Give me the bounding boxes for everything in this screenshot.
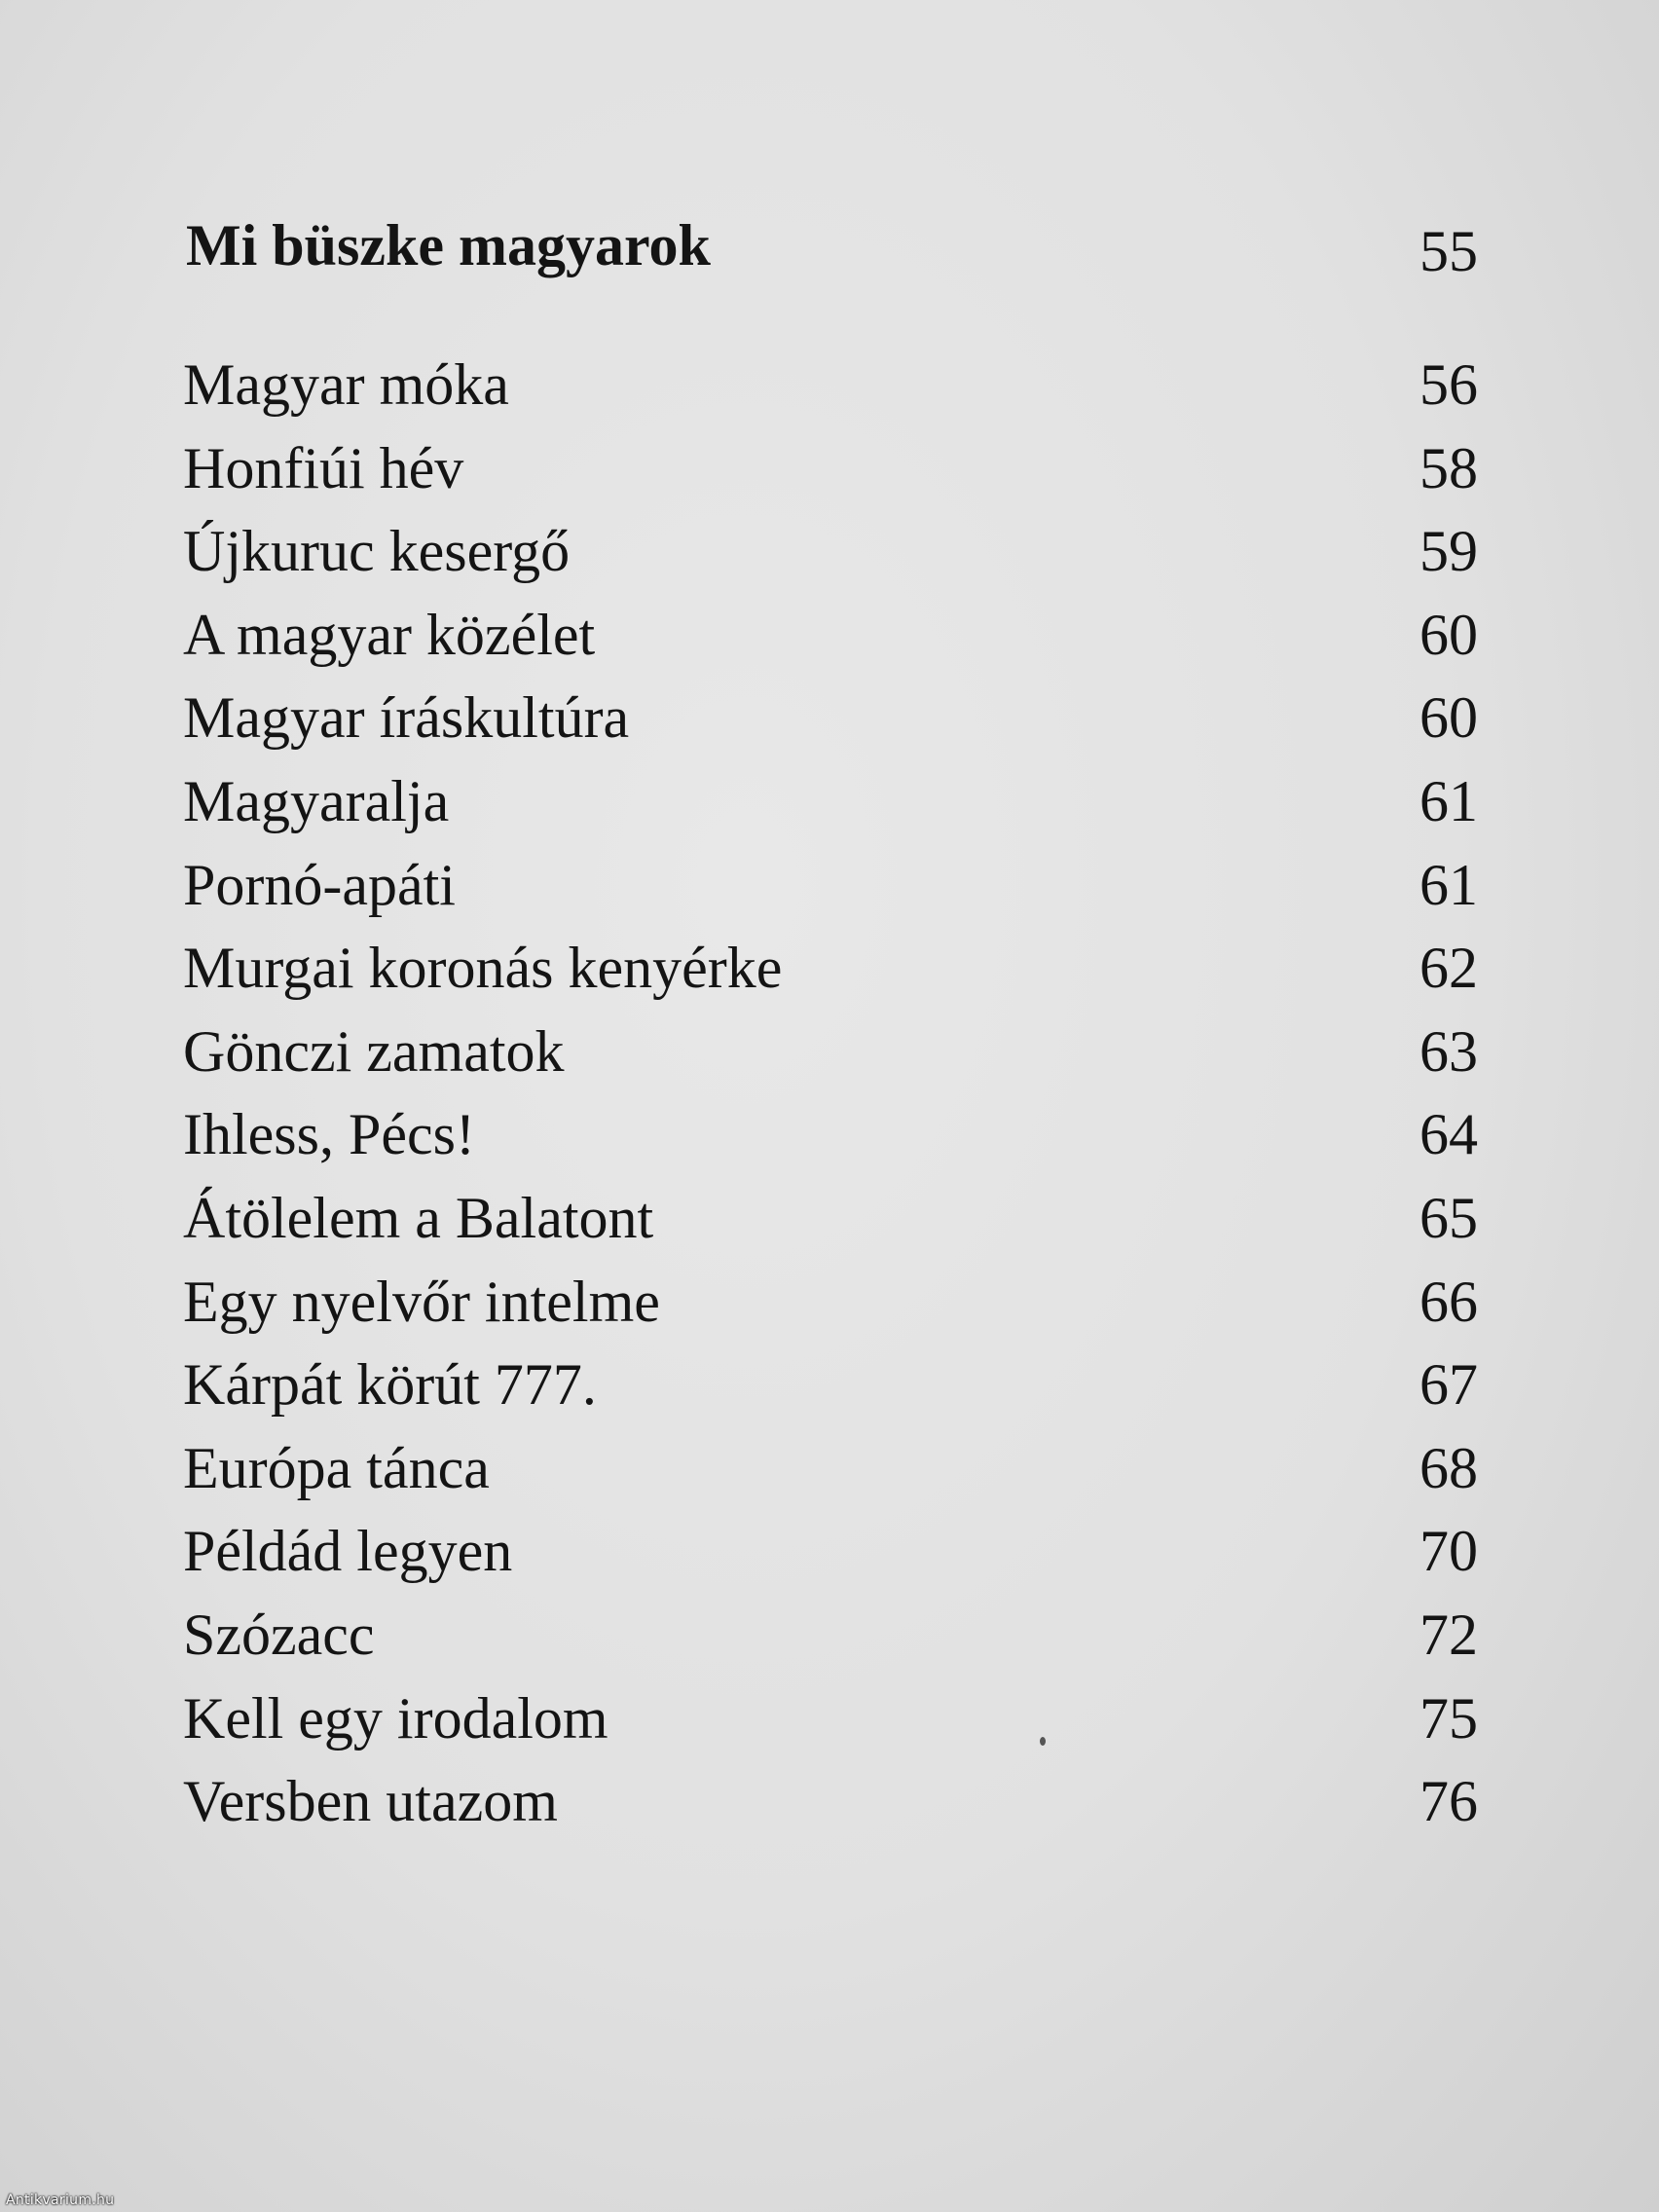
toc-entry-title: Szózacc	[183, 1602, 375, 1667]
toc-entry-page-number: 65	[1419, 1185, 1478, 1250]
toc-entry-page-number: 66	[1419, 1269, 1478, 1334]
toc-entry-page-number: 64	[1419, 1102, 1478, 1167]
toc-entry-title: A magyar közélet	[183, 602, 596, 667]
toc-entry	[183, 846, 1478, 930]
toc-entry-page-number: 61	[1419, 768, 1478, 833]
toc-entry-title: Pornó-apáti	[183, 852, 456, 917]
toc-entry-title: Átölelem a Balatont	[183, 1185, 654, 1250]
toc-entry-title: Magyar íráskultúra	[183, 685, 630, 751]
section-title: Mi büszke magyarok	[186, 213, 711, 277]
toc-entry-title: Magyar móka	[183, 352, 509, 417]
toc-entry	[183, 512, 1478, 596]
toc-entry-title: Kárpát körút 777.	[183, 1352, 597, 1418]
toc-entry	[183, 929, 1478, 1013]
toc-entry-page-number: 60	[1419, 602, 1478, 667]
toc-entry	[183, 679, 1478, 762]
toc-entry-title: Gönczi zamatok	[183, 1018, 565, 1084]
toc-entry	[183, 429, 1478, 513]
toc-entry-page-number: 58	[1419, 435, 1478, 500]
toc-entry-title: Ihless, Pécs!	[183, 1102, 475, 1167]
toc-entry-list	[183, 346, 1478, 1846]
toc-entry-page-number: 60	[1419, 685, 1478, 751]
toc-entry-page-number: 62	[1419, 936, 1478, 1001]
toc-entry-title: Egy nyelvőr intelme	[183, 1269, 660, 1334]
toc-entry-page-number: 56	[1419, 352, 1478, 417]
toc-entry	[183, 1179, 1478, 1263]
toc-entry	[183, 762, 1478, 846]
toc-entry-title: Újkuruc kesergő	[183, 519, 571, 584]
toc-entry	[183, 1013, 1478, 1096]
toc-entry	[183, 1263, 1478, 1346]
toc-entry-page-number: 76	[1419, 1769, 1478, 1834]
toc-entry	[183, 1429, 1478, 1513]
toc-entry-page-number: 72	[1419, 1602, 1478, 1667]
section-page-number: 55	[1419, 219, 1478, 283]
toc-entry-page-number: 68	[1419, 1435, 1478, 1500]
toc-entry	[183, 1346, 1478, 1429]
toc-entry-title: Kell egy irodalom	[183, 1685, 608, 1751]
toc-entry-title: Magyaralja	[183, 768, 450, 833]
toc-entry-page-number: 61	[1419, 852, 1478, 917]
toc-entry-page-number: 70	[1419, 1519, 1478, 1584]
toc-entry-title: Honfiúi hév	[183, 435, 464, 500]
toc-entry-page-number: 75	[1419, 1685, 1478, 1751]
toc-entry	[183, 1095, 1478, 1179]
toc-entry-page-number: 63	[1419, 1018, 1478, 1084]
toc-entry	[183, 596, 1478, 680]
watermark: Antikvarium.hu	[6, 2193, 115, 2208]
toc-entry-title: Európa tánca	[183, 1435, 490, 1500]
toc-entry-page-number: 59	[1419, 519, 1478, 584]
section-heading	[183, 206, 1478, 284]
toc-entry	[183, 1512, 1478, 1596]
toc-entry	[183, 346, 1478, 429]
toc-entry-page-number: 67	[1419, 1352, 1478, 1418]
toc-entry-title: Példád legyen	[183, 1519, 513, 1584]
toc-entry	[183, 1596, 1478, 1679]
toc-entry	[183, 1762, 1478, 1846]
toc-entry-title: Murgai koronás kenyérke	[183, 936, 783, 1001]
toc-entry	[183, 1679, 1478, 1763]
paper-speck	[1040, 1737, 1046, 1746]
toc-entry-title: Versben utazom	[183, 1769, 558, 1834]
